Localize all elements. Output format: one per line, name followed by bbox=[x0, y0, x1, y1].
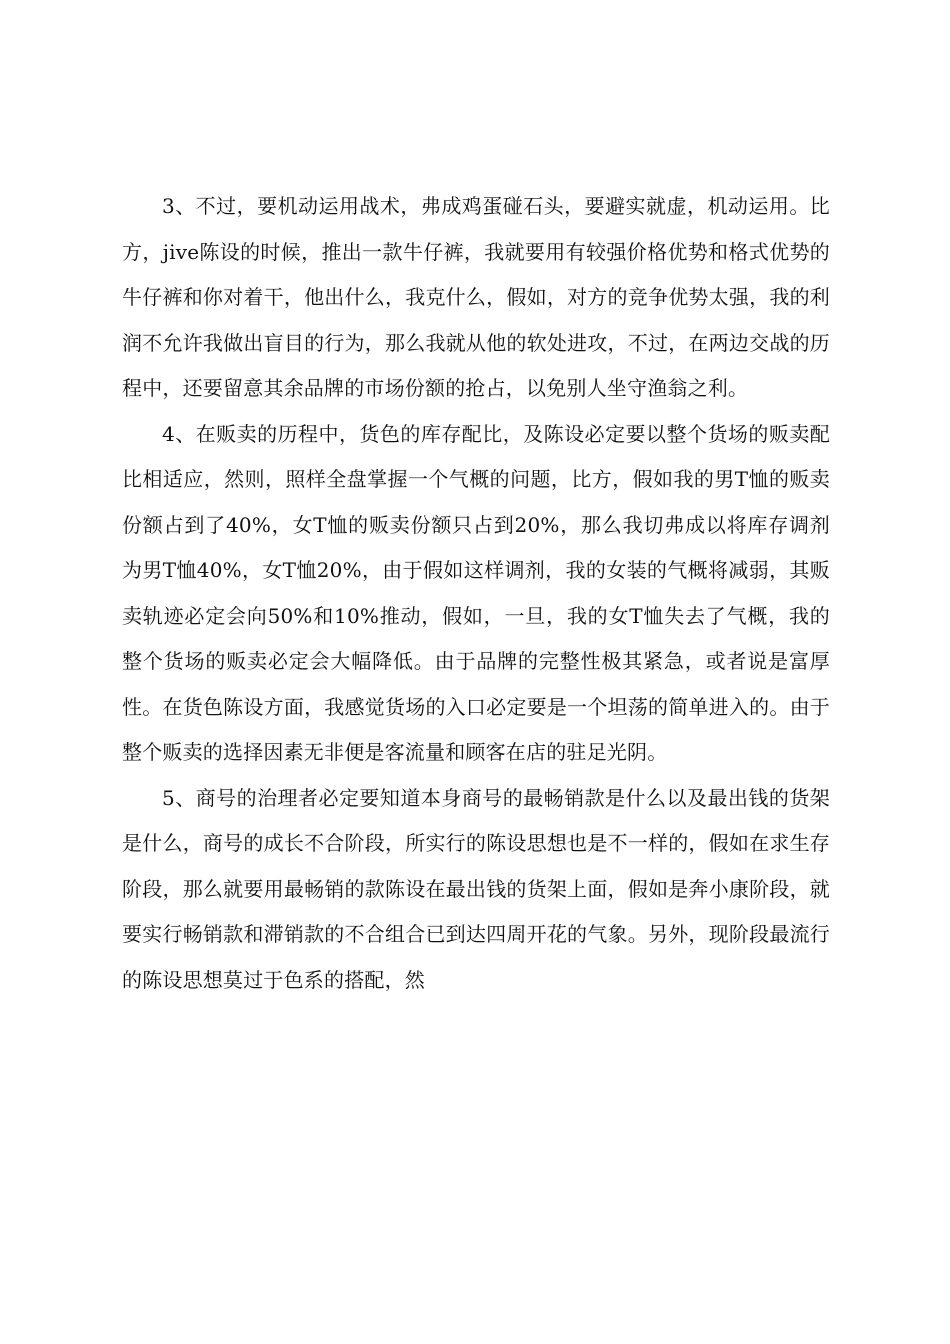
paragraph-3: 3、不过，要机动运用战术，弗成鸡蛋碰石头，要避实就虚，机动运用。比方，jive陈设的时候，推出一款牛仔裤，我就要用有较强价格优势和格式优势的牛仔裤和你对着干，他出什么，我克什么，假如，对方的竞争优势太强，我的利润不允许我做出盲目的行为，那么我就从他的软处进攻，不过，在两边交战的历程中，还要留意其余品牌的市场份额的抢占，以免别人坐守渔翁之利。 bbox=[122, 194, 830, 400]
paragraph-4: 4、在贩卖的历程中，货色的库存配比，及陈设必定要以整个货场的贩卖配比相适应，然则，照样全盘掌握一个气概的问题，比方，假如我的男T恤的贩卖份额占到了40%，女T恤的贩卖份额只占到20%，那么我切弗成以将库存调剂为男T恤40%，女T恤20%，由于假如这样调剂，我的女装的气概将减弱，其贩卖轨迹必定会向50%和10%推动，假如，一旦，我的女T恤失去了气概，我的整个货场的贩卖必定会大幅降低。由于品牌的完整性极其紧急，或者说是富厚性。在货色陈设方面，我感觉货场的入口必定要是一个坦荡的简单进入的。由于整个贩卖的选择因素无非便是客流量和顾客在店的驻足光阴。 bbox=[122, 421, 830, 764]
paragraph-5: 5、商号的治理者必定要知道本身商号的最畅销款是什么以及最出钱的货架是什么，商号的成长不合阶段，所实行的陈设思想也是不一样的，假如在求生存阶段，那么就要用最畅销的款陈设在最出钱的货架上面，假如是奔小康阶段，就要实行畅销款和滞销款的不合组合已到达四周开花的气象。另外，现阶段最流行的陈设思想莫过于色系的搭配，然 bbox=[122, 785, 830, 992]
document-body bbox=[122, 184, 830, 1003]
